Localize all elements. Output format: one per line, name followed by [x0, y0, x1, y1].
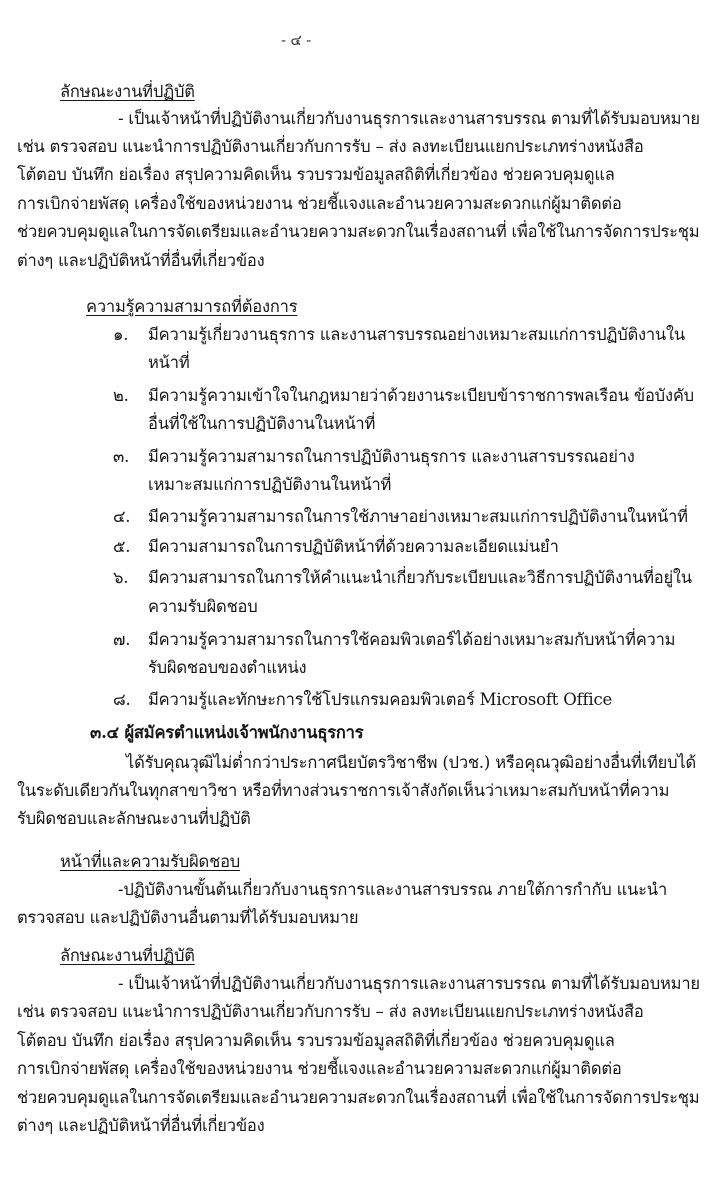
knowledge-item-text: มีความรู้ความสามารถในการใช้ภาษาอย่างเหมาะสมแก่การปฏิบัติงานในหน้าที่ — [148, 507, 688, 526]
knowledge-item-text: มีความรู้ความสามารถในการปฏิบัติงานธุรการ และงานสารบรรณอย่าง — [148, 447, 635, 466]
nature-line: - เป็นเจ้าหน้าที่ปฏิบัติงานเกี่ยวกับงานธุรการและงานสารบรรณ ตามที่ได้รับมอบหมาย — [118, 109, 700, 128]
nature-line: ต่างๆ และปฏิบัติหน้าที่อื่นที่เกี่ยวข้อง — [17, 1116, 265, 1135]
knowledge-item-text: มีความรู้และทักษะการใช้โปรแกรมคอมพิวเตอร์ Microsoft Office — [148, 690, 613, 709]
duties-line: -ปฏิบัติงานขั้นต้นเกี่ยวกับงานธุรการและงานสารบรรณ ภายใต้การกำกับ แนะนำ — [118, 880, 668, 899]
nature-line: - เป็นเจ้าหน้าที่ปฏิบัติงานเกี่ยวกับงานธุรการและงานสารบรรณ ตามที่ได้รับมอบหมาย — [118, 974, 700, 993]
knowledge-item-num: ๖. — [113, 568, 129, 587]
nature-line: เช่น ตรวจสอบ แนะนำการปฏิบัติงานเกี่ยวกับการรับ – ส่ง ลงทะเบียนแยกประเภทร่างหนังสือ — [17, 137, 644, 156]
knowledge-item-text: ความรับผิดชอบ — [148, 597, 258, 616]
nature-line: ช่วยควบคุมดูแลในการจัดเตรียมและอำนวยความสะดวกในเรื่องสถานที่ เพื่อใช้ในการจัดการประชุม — [17, 1088, 700, 1107]
knowledge-item-text: มีความรู้ความสามารถในการใช้คอมพิวเตอร์ได้อย่างเหมาะสมกับหน้าที่ความ — [148, 630, 676, 649]
nature-line: ต่างๆ และปฏิบัติหน้าที่อื่นที่เกี่ยวข้อง — [17, 251, 265, 270]
knowledge-item-text: มีความรู้ความเข้าใจในกฎหมายว่าด้วยงานระเบียบข้าราชการพลเรือน ข้อบังคับ — [148, 386, 694, 405]
nature-line: การเบิกจ่ายพัสดุ เครื่องใช้ของหน่วยงาน ช่วยชี้แจงและอำนวยความสะดวกแก่ผู้มาติดต่อ — [17, 194, 622, 213]
nature-line: ช่วยควบคุมดูแลในการจัดเตรียมและอำนวยความสะดวกในเรื่องสถานที่ เพื่อใช้ในการจัดการประชุม — [17, 222, 700, 241]
knowledge-item-num: ๒. — [113, 386, 129, 405]
knowledge-item-text: รับผิดชอบของตำแหน่ง — [148, 658, 307, 677]
knowledge-item-num: ๕. — [113, 537, 131, 556]
section-heading: ๓.๔ ผู้สมัครตำแหน่งเจ้าพนักงานธุรการ — [90, 723, 364, 742]
knowledge-item-text: มีความสามารถในการให้คำแนะนำเกี่ยวกับระเบียบและวิธีการปฏิบัติงานที่อยู่ใน — [148, 568, 692, 587]
nature-line: โต้ตอบ บันทึก ย่อเรื่อง สรุปความคิดเห็น รวบรวมข้อมูลสถิติที่เกี่ยวข้อง ช่วยควบคุมดูแล — [17, 165, 615, 184]
knowledge-item-text: หน้าที่ — [148, 353, 190, 372]
nature-heading: ลักษณะงานที่ปฏิบัติ — [60, 946, 195, 965]
duties-line: ตรวจสอบ และปฏิบัติงานอื่นตามที่ได้รับมอบหมาย — [17, 908, 359, 927]
knowledge-item-num: ๓. — [113, 447, 130, 466]
nature-heading: ลักษณะงานที่ปฏิบัติ — [60, 82, 195, 101]
knowledge-item-text: มีความสามารถในการปฏิบัติหน้าที่ด้วยความละเอียดแม่นยำ — [148, 537, 559, 556]
knowledge-item-num: ๑. — [113, 325, 129, 344]
knowledge-item-num: ๘. — [113, 690, 131, 709]
qualification-line: รับผิดชอบและลักษณะงานที่ปฏิบัติ — [17, 809, 251, 828]
nature-line: การเบิกจ่ายพัสดุ เครื่องใช้ของหน่วยงาน ช่วยชี้แจงและอำนวยความสะดวกแก่ผู้มาติดต่อ — [17, 1059, 622, 1078]
knowledge-item-num: ๗. — [113, 630, 131, 649]
nature-line: เช่น ตรวจสอบ แนะนำการปฏิบัติงานเกี่ยวกับการรับ – ส่ง ลงทะเบียนแยกประเภทร่างหนังสือ — [17, 1002, 644, 1021]
knowledge-item-text: มีความรู้เกี่ยวงานธุรการ และงานสารบรรณอย่างเหมาะสมแก่การปฏิบัติงานใน — [148, 325, 685, 344]
knowledge-item-num: ๔. — [113, 507, 131, 526]
knowledge-heading: ความรู้ความสามารถที่ต้องการ — [86, 297, 298, 316]
qualification-line: ได้รับคุณวุฒิไม่ต่ำกว่าประกาศนียบัตรวิชาชีพ (ปวช.) หรือคุณวุฒิอย่างอื่นที่เทียบได้ — [126, 753, 697, 772]
qualification-line: ในระดับเดียวกันในทุกสาขาวิชา หรือที่ทางส่วนราชการเจ้าสังกัดเห็นว่าเหมาะสมกับหน้าที่ความ — [17, 781, 670, 800]
nature-line: โต้ตอบ บันทึก ย่อเรื่อง สรุปความคิดเห็น รวบรวมข้อมูลสถิติที่เกี่ยวข้อง ช่วยควบคุมดูแล — [17, 1031, 615, 1050]
knowledge-item-text: อื่นที่ใช้ในการปฏิบัติงานในหน้าที่ — [148, 414, 376, 433]
page-number: - ๔ - — [281, 31, 312, 49]
knowledge-item-text: เหมาะสมแก่การปฏิบัติงานในหน้าที่ — [148, 475, 392, 494]
duties-heading: หน้าที่และความรับผิดชอบ — [60, 852, 241, 871]
